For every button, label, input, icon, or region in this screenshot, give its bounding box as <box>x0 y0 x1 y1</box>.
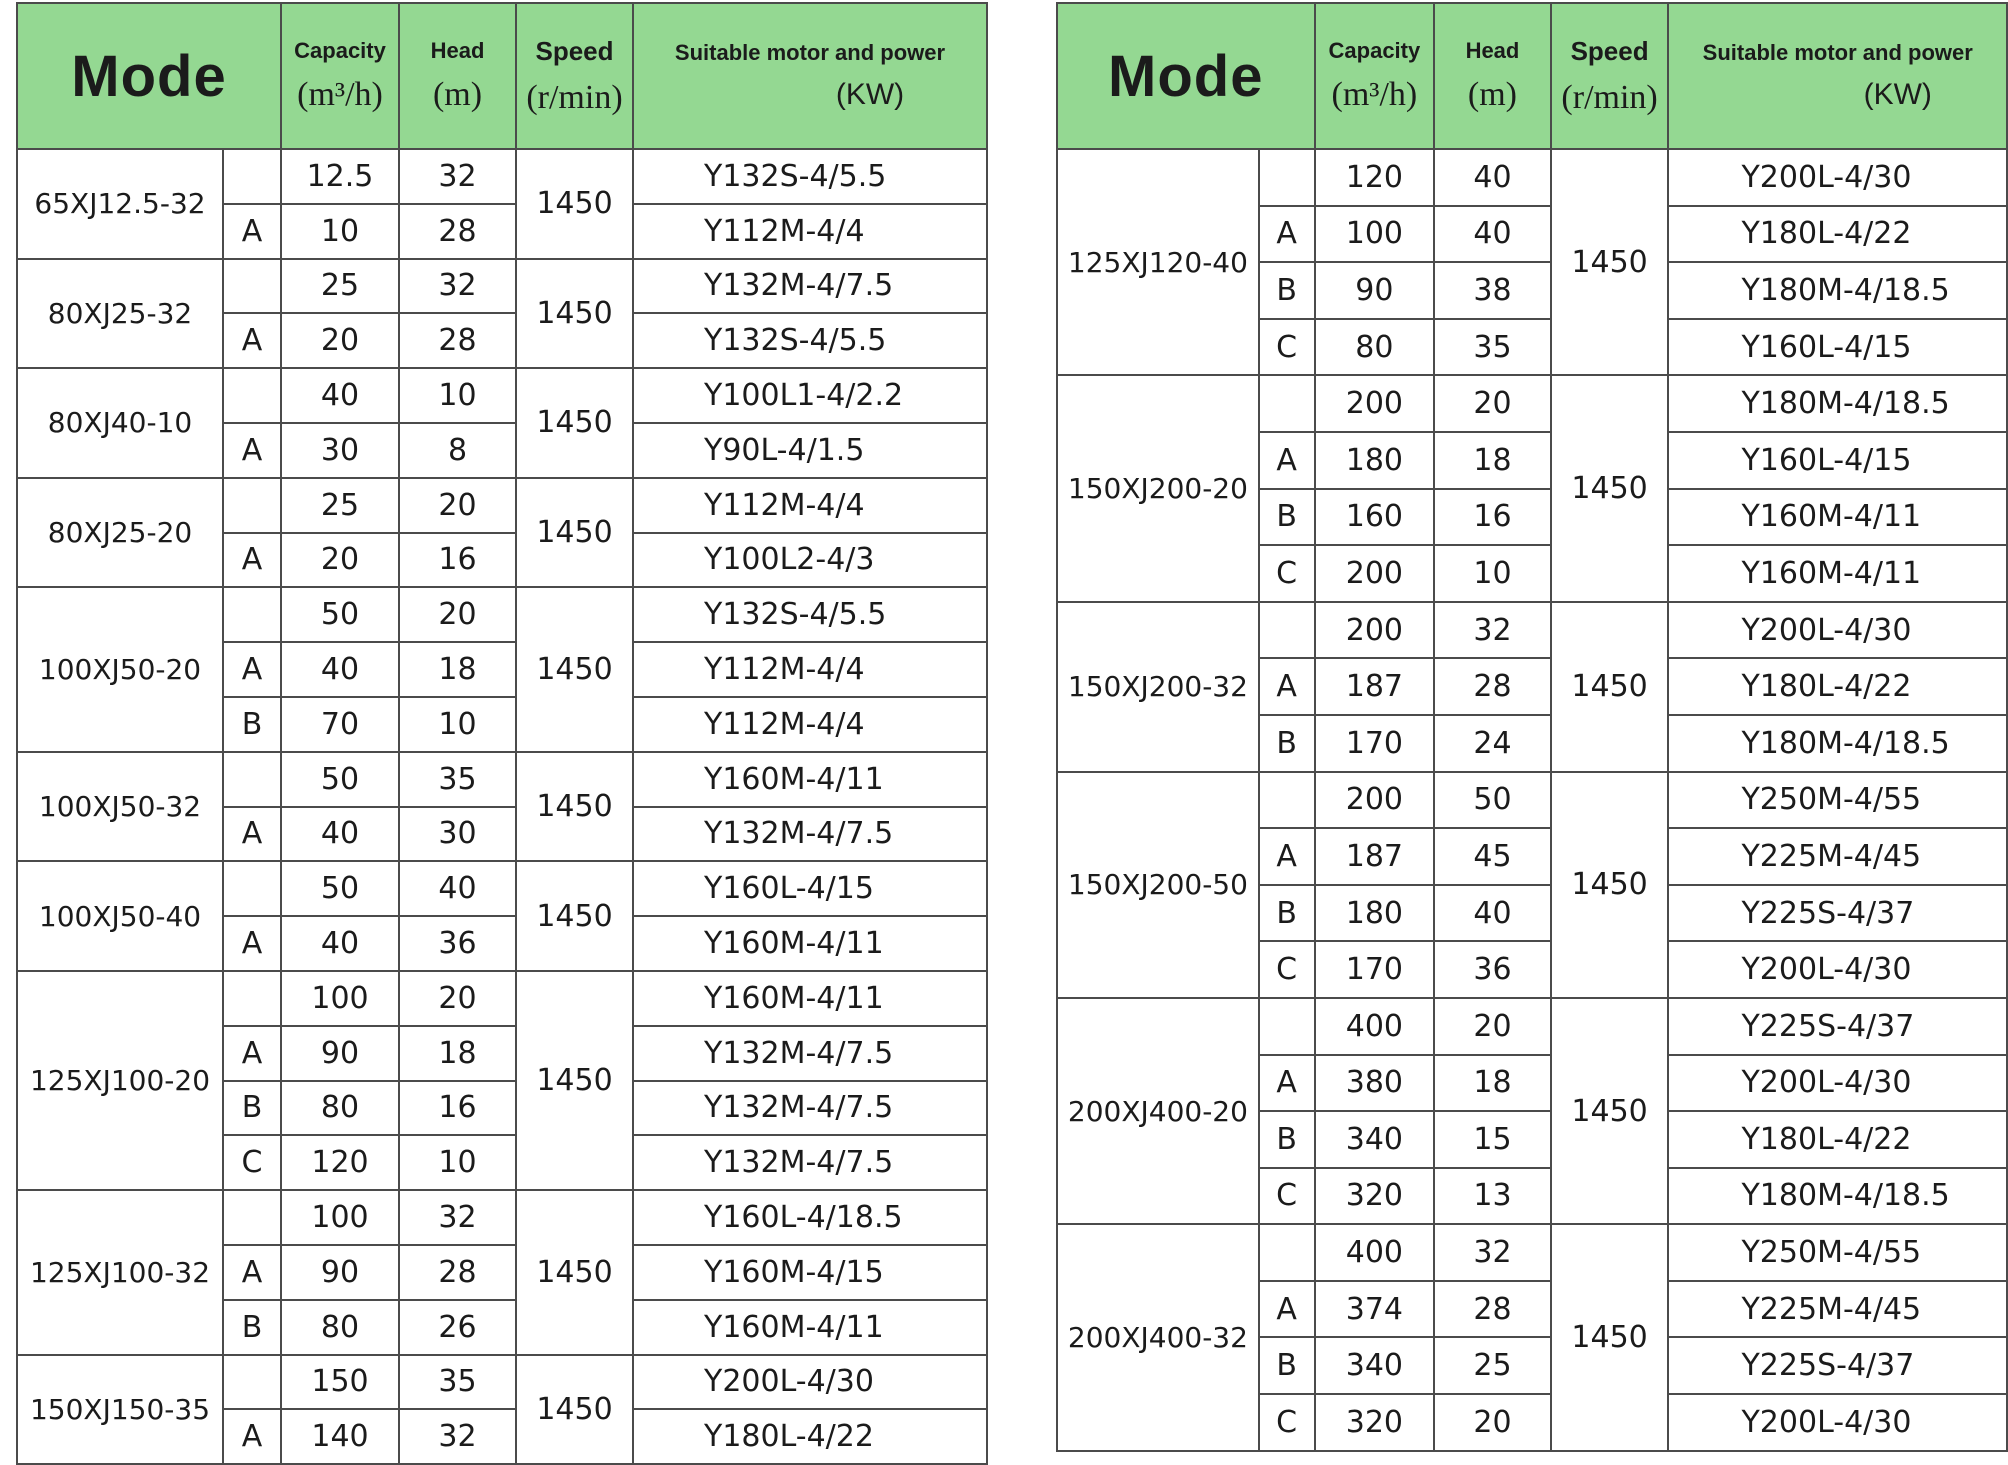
variant-cell: C <box>1259 1394 1315 1451</box>
model-cell: 80XJ25-20 <box>17 478 223 588</box>
speed-cell: 1450 <box>516 752 633 862</box>
variant-cell: B <box>1259 885 1315 942</box>
head-cell: 16 <box>399 533 516 588</box>
head-cell: 35 <box>1434 319 1550 376</box>
speed-cell: 1450 <box>516 1190 633 1354</box>
variant-cell <box>223 1355 281 1410</box>
capacity-cell: 380 <box>1315 1055 1435 1112</box>
speed-cell: 1450 <box>1551 602 1669 772</box>
capacity-cell: 180 <box>1315 885 1435 942</box>
motor-cell: Y200L-4/30 <box>1668 602 2007 659</box>
variant-cell: A <box>1259 206 1315 263</box>
variant-cell: A <box>223 916 281 971</box>
speed-cell: 1450 <box>1551 149 1669 375</box>
capacity-cell: 40 <box>281 807 399 862</box>
speed-cell: 1450 <box>1551 998 1669 1224</box>
motor-cell: Y180L-4/22 <box>1668 658 2007 715</box>
motor-cell: Y160L-4/15 <box>1668 319 2007 376</box>
table-row <box>1057 1224 2007 1281</box>
capacity-cell: 50 <box>281 587 399 642</box>
variant-cell: B <box>223 1300 281 1355</box>
motor-cell: Y200L-4/30 <box>1668 149 2007 206</box>
capacity-cell: 40 <box>281 916 399 971</box>
capacity-cell: 80 <box>281 1300 399 1355</box>
capacity-cell: 100 <box>281 971 399 1026</box>
head-cell: 8 <box>399 423 516 478</box>
head-cell: 38 <box>1434 262 1550 319</box>
table-row <box>17 259 987 314</box>
capacity-cell: 20 <box>281 533 399 588</box>
variant-cell: A <box>223 807 281 862</box>
variant-cell <box>223 259 281 314</box>
motor-cell: Y112M-4/4 <box>633 204 987 259</box>
variant-cell <box>1259 1224 1315 1281</box>
head-cell: 28 <box>399 313 516 368</box>
capacity-cell: 140 <box>281 1409 399 1464</box>
head-cell: 20 <box>399 971 516 1026</box>
variant-cell <box>1259 149 1315 206</box>
head-cell: 10 <box>1434 545 1550 602</box>
motor-header: Suitable motor and power (KW) <box>1668 3 2007 149</box>
variant-cell <box>223 587 281 642</box>
head-cell: 13 <box>1434 1168 1550 1225</box>
model-cell: 100XJ50-40 <box>17 861 223 971</box>
motor-cell: Y100L1-4/2.2 <box>633 368 987 423</box>
speed-cell: 1450 <box>516 587 633 751</box>
head-cell: 32 <box>399 1190 516 1245</box>
variant-cell <box>223 149 281 204</box>
speed-cell: 1450 <box>516 971 633 1190</box>
table-row <box>17 1190 987 1245</box>
capacity-cell: 340 <box>1315 1111 1435 1168</box>
head-cell: 18 <box>1434 1055 1550 1112</box>
table-row <box>17 478 987 533</box>
model-cell: 150XJ200-32 <box>1057 602 1259 772</box>
motor-cell: Y132M-4/7.5 <box>633 1081 987 1136</box>
head-cell: 20 <box>399 478 516 533</box>
table-row <box>17 149 987 204</box>
model-cell: 125XJ100-32 <box>17 1190 223 1354</box>
head-cell: 24 <box>1434 715 1550 772</box>
head-cell: 28 <box>399 204 516 259</box>
table-row <box>17 1355 987 1410</box>
variant-cell: B <box>223 697 281 752</box>
capacity-cell: 25 <box>281 478 399 533</box>
head-cell: 20 <box>399 587 516 642</box>
head-cell: 10 <box>399 1135 516 1190</box>
table-row <box>17 587 987 642</box>
capacity-cell: 120 <box>281 1135 399 1190</box>
model-cell: 200XJ400-32 <box>1057 1224 1259 1450</box>
variant-cell <box>223 1190 281 1245</box>
speed-cell: 1450 <box>516 1355 633 1465</box>
head-cell: 40 <box>1434 885 1550 942</box>
motor-cell: Y160L-4/15 <box>633 861 987 916</box>
motor-cell: Y132S-4/5.5 <box>633 149 987 204</box>
motor-cell: Y180M-4/18.5 <box>1668 375 2007 432</box>
head-cell: 30 <box>399 807 516 862</box>
motor-cell: Y180L-4/22 <box>1668 1111 2007 1168</box>
model-cell: 80XJ25-32 <box>17 259 223 369</box>
variant-cell: C <box>1259 941 1315 998</box>
variant-cell <box>223 368 281 423</box>
mode-header: Mode <box>1057 3 1315 149</box>
model-cell: 150XJ150-35 <box>17 1355 223 1465</box>
capacity-cell: 100 <box>281 1190 399 1245</box>
variant-cell: A <box>1259 1281 1315 1338</box>
table-row <box>17 752 987 807</box>
table-row <box>1057 149 2007 206</box>
table-row <box>1057 602 2007 659</box>
motor-cell: Y132S-4/5.5 <box>633 313 987 368</box>
capacity-cell: 170 <box>1315 941 1435 998</box>
motor-cell: Y225S-4/37 <box>1668 998 2007 1055</box>
capacity-cell: 80 <box>1315 319 1435 376</box>
motor-cell: Y225S-4/37 <box>1668 885 2007 942</box>
motor-cell: Y132M-4/7.5 <box>633 259 987 314</box>
motor-cell: Y180L-4/22 <box>633 1409 987 1464</box>
motor-cell: Y200L-4/30 <box>1668 1394 2007 1451</box>
table-row <box>17 861 987 916</box>
motor-cell: Y200L-4/30 <box>633 1355 987 1410</box>
motor-cell: Y160M-4/11 <box>633 752 987 807</box>
variant-cell: A <box>223 313 281 368</box>
motor-cell: Y200L-4/30 <box>1668 1055 2007 1112</box>
capacity-cell: 150 <box>281 1355 399 1410</box>
variant-cell <box>1259 998 1315 1055</box>
variant-cell: C <box>223 1135 281 1190</box>
motor-cell: Y160M-4/11 <box>1668 545 2007 602</box>
motor-cell: Y180M-4/18.5 <box>1668 715 2007 772</box>
motor-cell: Y200L-4/30 <box>1668 941 2007 998</box>
motor-cell: Y160M-4/11 <box>1668 489 2007 546</box>
head-cell: 10 <box>399 368 516 423</box>
head-cell: 32 <box>399 1409 516 1464</box>
table-body <box>17 149 987 1464</box>
motor-cell: Y225M-4/45 <box>1668 1281 2007 1338</box>
motor-cell: Y160M-4/15 <box>633 1245 987 1300</box>
capacity-cell: 340 <box>1315 1337 1435 1394</box>
variant-cell: B <box>1259 489 1315 546</box>
head-cell: 25 <box>1434 1337 1550 1394</box>
capacity-cell: 200 <box>1315 772 1435 829</box>
motor-cell: Y132M-4/7.5 <box>633 1135 987 1190</box>
capacity-header: Capacity (m³/h) <box>281 3 399 149</box>
variant-cell: A <box>223 1245 281 1300</box>
variant-cell <box>1259 602 1315 659</box>
motor-cell: Y225S-4/37 <box>1668 1337 2007 1394</box>
pump-spec-table-right <box>1056 2 2008 1452</box>
head-cell: 32 <box>399 149 516 204</box>
variant-cell: A <box>223 533 281 588</box>
head-cell: 40 <box>1434 206 1550 263</box>
motor-cell: Y112M-4/4 <box>633 478 987 533</box>
variant-cell: B <box>1259 715 1315 772</box>
head-cell: 16 <box>1434 489 1550 546</box>
head-cell: 26 <box>399 1300 516 1355</box>
model-cell: 80XJ40-10 <box>17 368 223 478</box>
capacity-header: Capacity (m³/h) <box>1315 3 1435 149</box>
head-cell: 20 <box>1434 375 1550 432</box>
capacity-cell: 320 <box>1315 1394 1435 1451</box>
model-cell: 150XJ200-20 <box>1057 375 1259 601</box>
table-body <box>1057 149 2007 1451</box>
capacity-cell: 20 <box>281 313 399 368</box>
head-cell: 18 <box>399 1026 516 1081</box>
capacity-cell: 90 <box>1315 262 1435 319</box>
head-cell: 32 <box>399 259 516 314</box>
speed-header: Speed (r/min) <box>516 3 633 149</box>
head-cell: 35 <box>399 752 516 807</box>
capacity-cell: 70 <box>281 697 399 752</box>
capacity-cell: 187 <box>1315 658 1435 715</box>
head-header: Head (m) <box>1434 3 1550 149</box>
variant-cell: A <box>1259 1055 1315 1112</box>
capacity-cell: 400 <box>1315 998 1435 1055</box>
head-cell: 36 <box>1434 941 1550 998</box>
model-cell: 150XJ200-50 <box>1057 772 1259 998</box>
capacity-cell: 100 <box>1315 206 1435 263</box>
model-cell: 125XJ100-20 <box>17 971 223 1190</box>
variant-cell: B <box>223 1081 281 1136</box>
capacity-cell: 160 <box>1315 489 1435 546</box>
motor-cell: Y180M-4/18.5 <box>1668 1168 2007 1225</box>
variant-cell: B <box>1259 262 1315 319</box>
motor-cell: Y160L-4/18.5 <box>633 1190 987 1245</box>
motor-cell: Y132S-4/5.5 <box>633 587 987 642</box>
motor-cell: Y160M-4/11 <box>633 971 987 1026</box>
capacity-cell: 50 <box>281 752 399 807</box>
capacity-cell: 200 <box>1315 602 1435 659</box>
motor-cell: Y160M-4/11 <box>633 1300 987 1355</box>
variant-cell: C <box>1259 1168 1315 1225</box>
mode-header: Mode <box>17 3 281 149</box>
head-cell: 28 <box>399 1245 516 1300</box>
variant-cell: B <box>1259 1337 1315 1394</box>
head-cell: 40 <box>399 861 516 916</box>
capacity-cell: 10 <box>281 204 399 259</box>
head-cell: 40 <box>1434 149 1550 206</box>
variant-cell <box>1259 772 1315 829</box>
motor-cell: Y225M-4/45 <box>1668 828 2007 885</box>
speed-header: Speed (r/min) <box>1551 3 1669 149</box>
speed-cell: 1450 <box>1551 772 1669 998</box>
speed-cell: 1450 <box>1551 1224 1669 1450</box>
motor-cell: Y180L-4/22 <box>1668 206 2007 263</box>
variant-cell: B <box>1259 1111 1315 1168</box>
speed-cell: 1450 <box>516 149 633 259</box>
head-cell: 28 <box>1434 658 1550 715</box>
capacity-cell: 40 <box>281 368 399 423</box>
head-cell: 18 <box>399 642 516 697</box>
variant-cell: A <box>223 204 281 259</box>
head-cell: 45 <box>1434 828 1550 885</box>
capacity-cell: 30 <box>281 423 399 478</box>
variant-cell <box>223 971 281 1026</box>
head-cell: 18 <box>1434 432 1550 489</box>
variant-cell: A <box>223 642 281 697</box>
head-cell: 50 <box>1434 772 1550 829</box>
model-cell: 100XJ50-20 <box>17 587 223 751</box>
motor-cell: Y112M-4/4 <box>633 697 987 752</box>
capacity-cell: 320 <box>1315 1168 1435 1225</box>
head-cell: 20 <box>1434 998 1550 1055</box>
speed-cell: 1450 <box>1551 375 1669 601</box>
capacity-cell: 374 <box>1315 1281 1435 1338</box>
head-cell: 28 <box>1434 1281 1550 1338</box>
head-cell: 36 <box>399 916 516 971</box>
variant-cell: A <box>223 1026 281 1081</box>
table-row <box>1057 375 2007 432</box>
motor-cell: Y90L-4/1.5 <box>633 423 987 478</box>
model-cell: 200XJ400-20 <box>1057 998 1259 1224</box>
motor-cell: Y112M-4/4 <box>633 642 987 697</box>
variant-cell: C <box>1259 545 1315 602</box>
motor-cell: Y132M-4/7.5 <box>633 1026 987 1081</box>
table-row <box>17 368 987 423</box>
table-row <box>1057 998 2007 1055</box>
table-row <box>1057 772 2007 829</box>
model-cell: 100XJ50-32 <box>17 752 223 862</box>
head-cell: 10 <box>399 697 516 752</box>
table-row <box>17 971 987 1026</box>
variant-cell: A <box>223 423 281 478</box>
head-cell: 20 <box>1434 1394 1550 1451</box>
capacity-cell: 120 <box>1315 149 1435 206</box>
capacity-cell: 12.5 <box>281 149 399 204</box>
speed-cell: 1450 <box>516 368 633 478</box>
capacity-cell: 170 <box>1315 715 1435 772</box>
capacity-cell: 90 <box>281 1245 399 1300</box>
variant-cell: A <box>1259 828 1315 885</box>
capacity-cell: 25 <box>281 259 399 314</box>
capacity-cell: 90 <box>281 1026 399 1081</box>
capacity-cell: 200 <box>1315 375 1435 432</box>
motor-cell: Y180M-4/18.5 <box>1668 262 2007 319</box>
variant-cell <box>223 861 281 916</box>
capacity-cell: 400 <box>1315 1224 1435 1281</box>
capacity-cell: 80 <box>281 1081 399 1136</box>
motor-cell: Y160L-4/15 <box>1668 432 2007 489</box>
motor-cell: Y100L2-4/3 <box>633 533 987 588</box>
model-cell: 125XJ120-40 <box>1057 149 1259 375</box>
head-header: Head (m) <box>399 3 516 149</box>
speed-cell: 1450 <box>516 478 633 588</box>
head-cell: 32 <box>1434 1224 1550 1281</box>
speed-cell: 1450 <box>516 861 633 971</box>
head-cell: 16 <box>399 1081 516 1136</box>
head-cell: 35 <box>399 1355 516 1410</box>
pump-spec-table-left <box>16 2 988 1465</box>
header-row <box>17 3 987 149</box>
speed-cell: 1450 <box>516 259 633 369</box>
head-cell: 32 <box>1434 602 1550 659</box>
variant-cell: A <box>1259 432 1315 489</box>
motor-cell: Y132M-4/7.5 <box>633 807 987 862</box>
head-cell: 15 <box>1434 1111 1550 1168</box>
motor-header: Suitable motor and power (KW) <box>633 3 987 149</box>
header-row <box>1057 3 2007 149</box>
motor-cell: Y160M-4/11 <box>633 916 987 971</box>
variant-cell <box>1259 375 1315 432</box>
variant-cell: A <box>1259 658 1315 715</box>
capacity-cell: 180 <box>1315 432 1435 489</box>
capacity-cell: 200 <box>1315 545 1435 602</box>
motor-cell: Y250M-4/55 <box>1668 1224 2007 1281</box>
capacity-cell: 50 <box>281 861 399 916</box>
capacity-cell: 40 <box>281 642 399 697</box>
motor-cell: Y250M-4/55 <box>1668 772 2007 829</box>
variant-cell <box>223 478 281 533</box>
model-cell: 65XJ12.5-32 <box>17 149 223 259</box>
variant-cell <box>223 752 281 807</box>
variant-cell: A <box>223 1409 281 1464</box>
variant-cell: C <box>1259 319 1315 376</box>
capacity-cell: 187 <box>1315 828 1435 885</box>
